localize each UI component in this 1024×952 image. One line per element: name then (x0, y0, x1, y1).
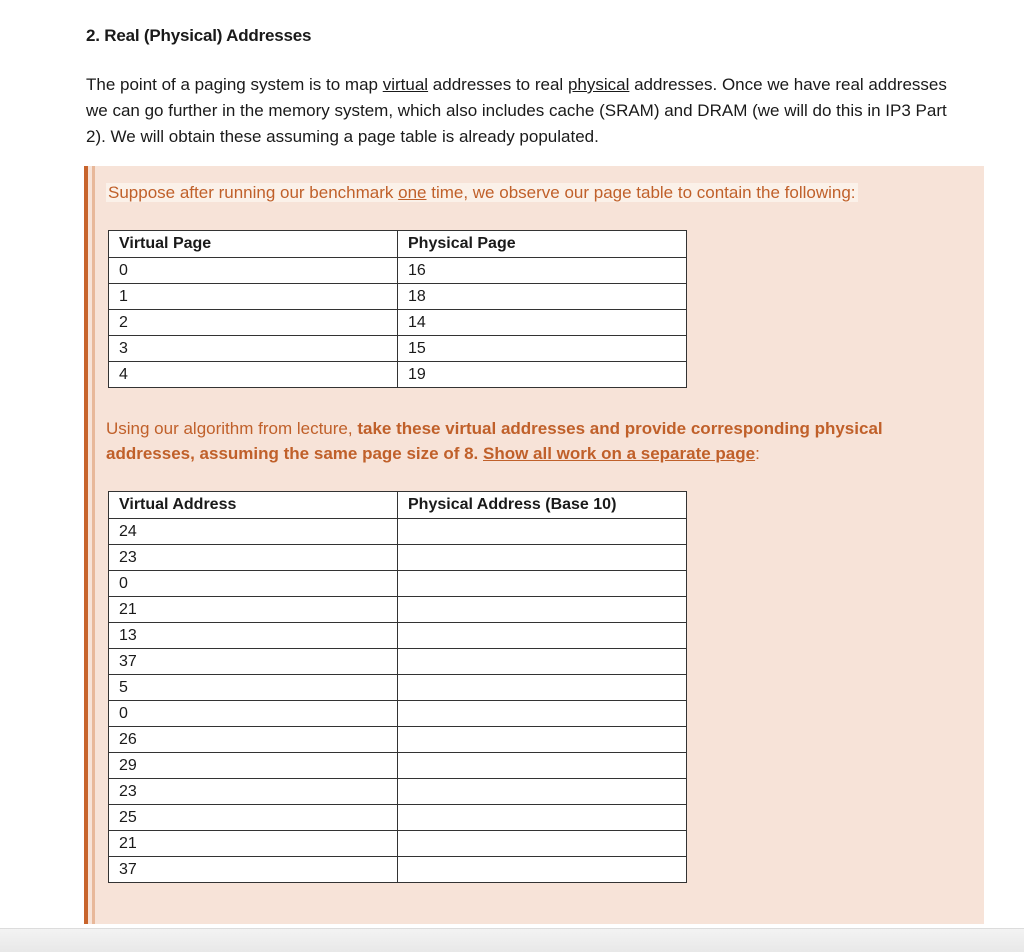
page-table-row (109, 362, 687, 388)
page-table-cell-value: 18 (398, 284, 687, 310)
address-table-cell-value[interactable] (398, 779, 687, 805)
suppose-text-pre: Suppose after running our benchmark (108, 183, 399, 202)
page-table-row (109, 336, 687, 362)
intro-text-1: The point of a paging system is to map (86, 75, 383, 94)
address-table-cell-key: 29 (109, 753, 398, 779)
address-table-cell-key: 24 (109, 519, 398, 545)
instruction-end: : (755, 444, 760, 463)
address-table-cell-value[interactable] (398, 649, 687, 675)
page-table-cell-value: 19 (398, 362, 687, 388)
address-table-cell-value[interactable] (398, 753, 687, 779)
address-table-row (109, 649, 687, 675)
address-table-cell-key: 25 (109, 805, 398, 831)
address-table (108, 491, 687, 883)
address-table-header-cell: Physical Address (Base 10) (398, 492, 687, 519)
address-table-row (109, 597, 687, 623)
address-table-cell-value[interactable] (398, 571, 687, 597)
address-table-cell-key: 21 (109, 831, 398, 857)
address-table-header-row (109, 492, 687, 519)
instruction-bold: take these virtual addresses and provide corresponding physical addresses, assuming the same page size of 8. (106, 419, 883, 463)
page-table-cell-key: 0 (109, 258, 398, 284)
suppose-text (106, 180, 858, 205)
intro-text-3: addresses. Once we have real addresses we can go further in the memory system, which also includes cache (SRAM) and DRAM (we will do this in IP3 Part 2). We will obtain these assuming a page table is already populated. (86, 75, 947, 146)
address-table-row (109, 805, 687, 831)
address-table-header-cell: Virtual Address (109, 492, 398, 519)
page-table-row (109, 284, 687, 310)
suppose-text-post: time, we observe our page table to contain the following: (426, 183, 856, 202)
address-table-cell-key: 0 (109, 701, 398, 727)
window-bottom-bar (0, 928, 1024, 952)
page-table-cell-key: 1 (109, 284, 398, 310)
address-table-row (109, 545, 687, 571)
address-table-cell-key: 0 (109, 571, 398, 597)
address-table-row (109, 727, 687, 753)
address-table-cell-value[interactable] (398, 805, 687, 831)
address-table-cell-value[interactable] (398, 519, 687, 545)
address-table-cell-key: 26 (109, 727, 398, 753)
page-table-cell-key: 4 (109, 362, 398, 388)
page-table-cell-value: 14 (398, 310, 687, 336)
instruction-text (106, 416, 966, 466)
page-table-header-cell: Physical Page (398, 231, 687, 258)
address-table-row (109, 675, 687, 701)
address-table-row (109, 623, 687, 649)
address-table-cell-value[interactable] (398, 701, 687, 727)
address-table-cell-value[interactable] (398, 727, 687, 753)
page-table-cell-value: 15 (398, 336, 687, 362)
page-table-cell-key: 3 (109, 336, 398, 362)
instruction-show-work-bold: Show all work on a separate page (483, 444, 756, 463)
address-table-row (109, 753, 687, 779)
intro-paragraph (86, 72, 966, 150)
question-callout (84, 166, 984, 924)
page-table-cell-key: 2 (109, 310, 398, 336)
page-table (108, 230, 687, 388)
address-table-cell-key: 13 (109, 623, 398, 649)
instruction-pre: Using our algorithm from lecture, (106, 419, 358, 438)
section-heading: 2. Real (Physical) Addresses (86, 26, 312, 45)
address-table-cell-key: 21 (109, 597, 398, 623)
address-table-cell-value[interactable] (398, 597, 687, 623)
page-table-header-cell: Virtual Page (109, 231, 398, 258)
address-table-row (109, 831, 687, 857)
address-table-row (109, 701, 687, 727)
intro-text-2: addresses to real (428, 75, 568, 94)
page-table-row (109, 258, 687, 284)
page-table-header-row (109, 231, 687, 258)
address-table-cell-key: 23 (109, 779, 398, 805)
suppose-one-underlined: one (398, 183, 427, 202)
address-table-cell-value[interactable] (398, 623, 687, 649)
address-table-cell-value[interactable] (398, 831, 687, 857)
page-table-cell-value: 16 (398, 258, 687, 284)
address-table-cell-key: 37 (109, 649, 398, 675)
address-table-cell-value[interactable] (398, 545, 687, 571)
intro-physical-underlined: physical (567, 75, 630, 94)
intro-virtual-underlined: virtual (382, 75, 429, 94)
address-table-row (109, 571, 687, 597)
address-table-row (109, 519, 687, 545)
address-table-cell-key: 5 (109, 675, 398, 701)
address-table-cell-value[interactable] (398, 857, 687, 883)
address-table-row (109, 779, 687, 805)
address-table-cell-key: 37 (109, 857, 398, 883)
instruction-show-work (483, 444, 755, 463)
page-table-row (109, 310, 687, 336)
address-table-cell-value[interactable] (398, 675, 687, 701)
suppose-highlight (106, 183, 858, 202)
address-table-row (109, 857, 687, 883)
address-table-cell-key: 23 (109, 545, 398, 571)
